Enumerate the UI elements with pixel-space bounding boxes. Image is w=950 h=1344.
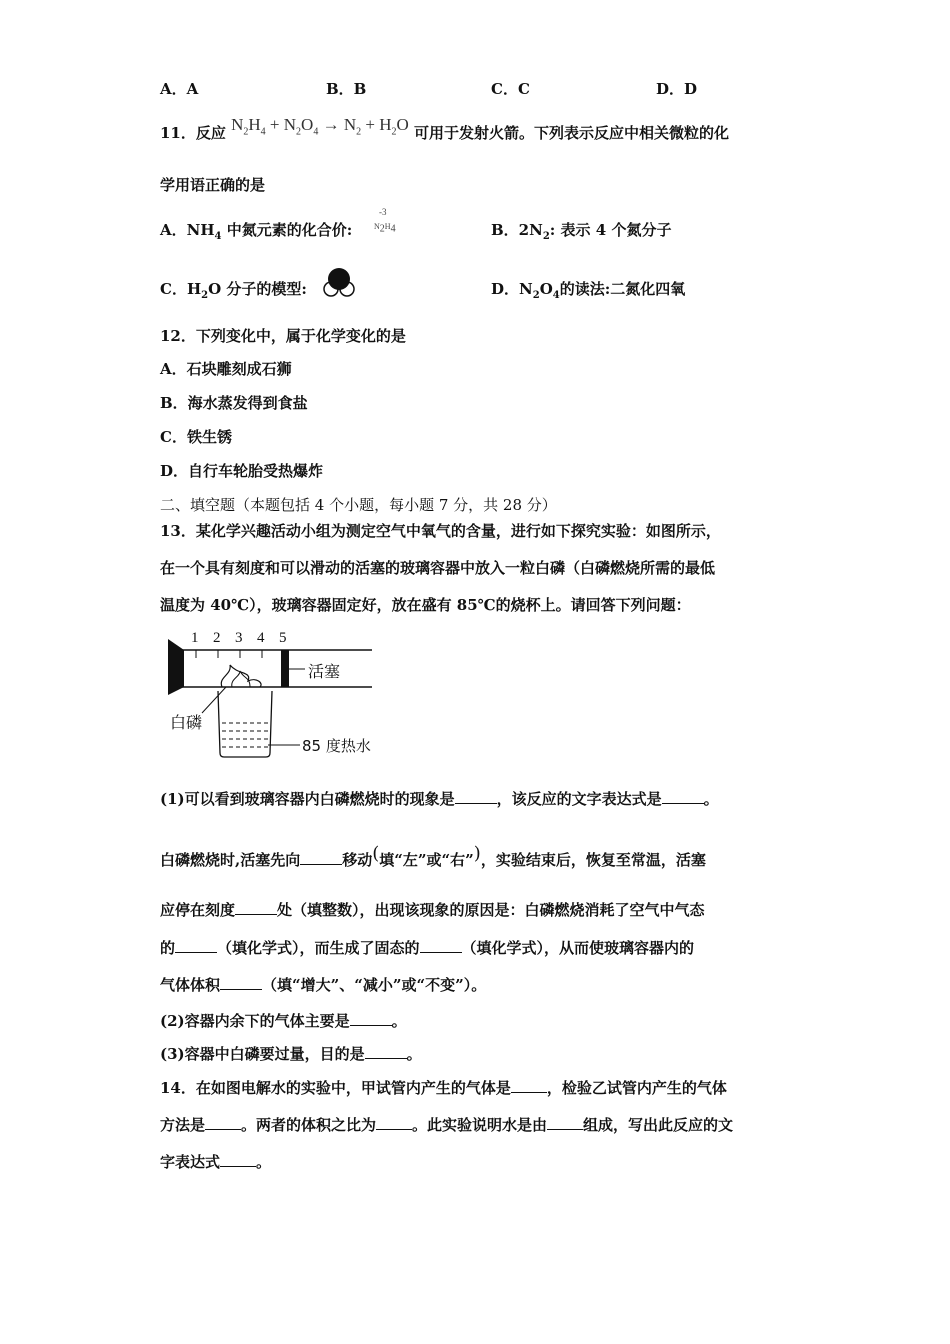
q13-part3: (3)容器中白磷要过量，目的是 。 [160,1045,422,1063]
answer-blank[interactable] [300,852,342,865]
prev-option-c: C．C [491,80,530,98]
tick-label-5: 5 [279,630,287,646]
q13-part1-line2: 白磷燃烧时,活塞先向 移动(填“左”或“右”)，实验结束后，恢复至常温，活塞 [160,843,706,869]
q11-option-c: C．$H_2O$ 分子的模型: [160,280,307,301]
answer-blank[interactable] [235,902,277,915]
q11-valence-mark: -3 [379,207,387,217]
answer-blank[interactable] [175,940,217,953]
q11-option-a: A．$NH_4$ 中氮元素的化合价: [160,221,353,242]
q14-line2: 方法是 。两者的体积之比为 。此实验说明水是由 组成，写出此反应的文 [160,1116,734,1134]
q13-part1-line5: 气体体积 （填“增大”、“减小”或“不变”）。 [160,976,487,994]
q13-line2: 在一个具有刻度和可以滑动的活塞的玻璃容器中放入一粒白磷（白磷燃烧所需的最低 [160,559,716,577]
prev-option-a: A．A [160,80,199,98]
answer-blank[interactable] [511,1080,547,1093]
answer-blank[interactable] [547,1117,583,1130]
q11-option-b: B．$2N_2$: 表示 4 个氮分子 [491,221,672,242]
tick-label-1: 1 [191,630,199,646]
answer-blank[interactable] [376,1117,412,1130]
q14-line1: 14．在如图电解水的实验中，甲试管内产生的气体是 ，检验乙试管内产生的气体 [160,1079,727,1097]
phosphorus-label: 白磷 [170,713,203,732]
answer-blank[interactable] [420,940,462,953]
answer-blank[interactable] [220,1154,256,1167]
q13-part1-line1: (1)可以看到玻璃容器内白磷燃烧时的现象是 ，该反应的文字表达式是 。 [160,790,719,808]
q11-valence-formula: $N_2H_4$ [374,222,396,235]
q12-option-c: C．铁生锈 [160,428,232,446]
q11-suffix: 可用于发射火箭。下列表示反应中相关微粒的化 [414,124,730,142]
q11-stem [160,115,730,145]
water-molecule-model-icon [320,266,358,300]
tick-label-3: 3 [235,630,243,646]
q13-part1-line3: 应停在刻度 处（填整数），出现该现象的原因是：白磷燃烧消耗了空气中气态 [160,901,705,919]
experiment-figure [160,625,390,765]
q11-prefix: 11．反应 [160,124,226,142]
q12-option-d: D．自行车轮胎受热爆炸 [160,462,324,480]
prev-option-b: B．B [326,80,367,98]
q13-part2: (2)容器内余下的气体主要是 。 [160,1012,407,1030]
q12-stem: 12．下列变化中，属于化学变化的是 [160,327,406,345]
section-2-heading: 二、填空题（本题包括 4 个小题，每小题 7 分，共 28 分） [160,496,557,514]
q12-option-a: A．石块雕刻成石狮 [160,360,292,378]
answer-blank[interactable] [220,977,262,990]
tick-label-2: 2 [213,630,221,646]
piston-label: 活塞 [308,662,341,681]
q14-line3: 字表达式 。 [160,1153,272,1171]
answer-blank[interactable] [205,1117,241,1130]
prev-option-d: D．D [656,80,698,98]
q13-line3: 温度为 40℃），玻璃容器固定好，放在盛有 85℃的烧杯上。请回答下列问题： [160,596,691,614]
answer-blank[interactable] [350,1013,392,1026]
answer-blank[interactable] [455,791,497,804]
q11-equation: $N_2H_4 + N_2O_4 \to N_2 + H_2O$ [231,115,409,138]
answer-blank[interactable] [365,1046,407,1059]
q13-part1-line4: 的 （填化学式），而生成了固态的 （填化学式），从而使玻璃容器内的 [160,939,695,957]
tick-label-4: 4 [257,630,265,646]
q11-option-d: D．$N_2O_4$的读法:二氮化四氧 [491,280,686,301]
q11-line2: 学用语正确的是 [160,176,266,194]
water-label: 85 度热水 [302,737,371,755]
answer-blank[interactable] [662,791,704,804]
q12-option-b: B．海水蒸发得到食盐 [160,394,308,412]
q13-line1: 13．某化学兴趣活动小组为测定空气中氧气的含量，进行如下探究实验：如图所示， [160,522,721,540]
